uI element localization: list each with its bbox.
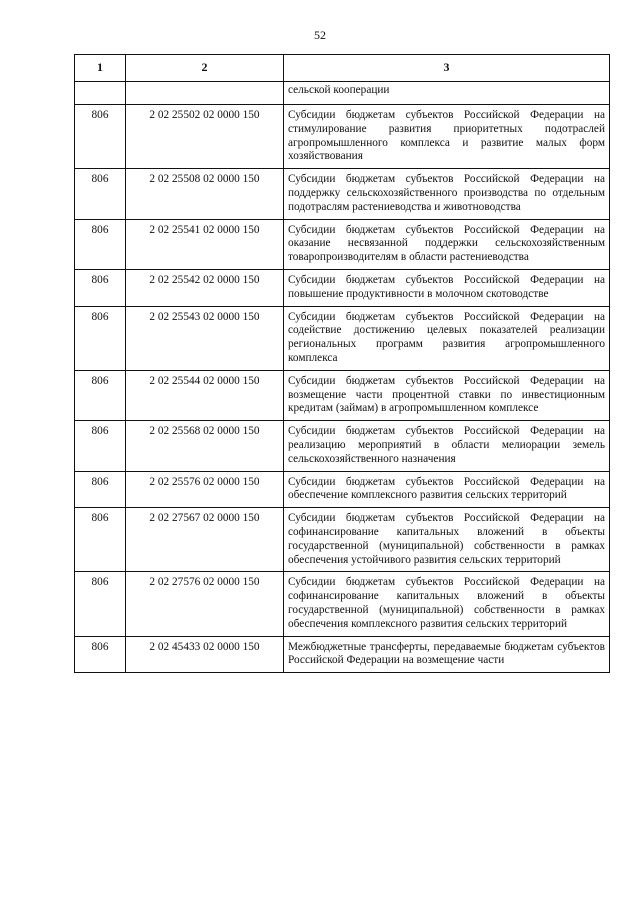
table-row — [75, 105, 610, 169]
description: Субсидии бюджетам субъектов Российской Федерации на содействие достижению целевых показателей реализации региональных программ развития агропромышленного комплекса — [284, 306, 610, 370]
budget-code: 2 02 25576 02 0000 150 — [126, 471, 284, 508]
description: Субсидии бюджетам субъектов Российской Федерации на реализацию мероприятий в области мелиорации земель сельскохозяйственного назначения — [284, 421, 610, 471]
column-header-3: 3 — [284, 55, 610, 82]
table-header-row — [75, 55, 610, 82]
description: Субсидии бюджетам субъектов Российской Федерации на оказание несвязанной поддержки сельскохозяйственным товаропроизводителям в области растениеводства — [284, 219, 610, 269]
continuation-cell-empty-2 — [126, 82, 284, 105]
admin-code: 806 — [75, 219, 126, 269]
description: Субсидии бюджетам субъектов Российской Федерации на возмещение части процентной ставки по инвестиционным кредитам (займам) в агропромышленном комплексе — [284, 370, 610, 420]
budget-code: 2 02 25544 02 0000 150 — [126, 370, 284, 420]
table-row — [75, 219, 610, 269]
admin-code: 806 — [75, 105, 126, 169]
budget-codes-table — [74, 54, 610, 673]
budget-code: 2 02 25508 02 0000 150 — [126, 169, 284, 219]
description: Субсидии бюджетам субъектов Российской Федерации на софинансирование капитальных вложений в объекты государственной (муниципальной) собственности в рамках обеспечения комплексного развития сельских территорий — [284, 572, 610, 636]
column-header-2: 2 — [126, 55, 284, 82]
budget-code: 2 02 45433 02 0000 150 — [126, 636, 284, 673]
admin-code: 806 — [75, 471, 126, 508]
table-row — [75, 471, 610, 508]
table-row — [75, 421, 610, 471]
table-row — [75, 636, 610, 673]
admin-code: 806 — [75, 169, 126, 219]
page-number: 52 — [314, 28, 326, 42]
description: Субсидии бюджетам субъектов Российской Федерации на поддержку сельскохозяйственного производства по отдельным подотраслям растениеводства и животноводства — [284, 169, 610, 219]
admin-code: 806 — [75, 306, 126, 370]
admin-code: 806 — [75, 508, 126, 572]
description: Субсидии бюджетам субъектов Российской Федерации на повышение продуктивности в молочном скотоводстве — [284, 269, 610, 306]
description: Субсидии бюджетам субъектов Российской Федерации на обеспечение комплексного развития сельских территорий — [284, 471, 610, 508]
budget-code: 2 02 27567 02 0000 150 — [126, 508, 284, 572]
budget-code: 2 02 25541 02 0000 150 — [126, 219, 284, 269]
column-header-1: 1 — [75, 55, 126, 82]
continuation-cell-empty-1 — [75, 82, 126, 105]
budget-code: 2 02 25542 02 0000 150 — [126, 269, 284, 306]
description: Межбюджетные трансферты, передаваемые бюджетам субъектов Российской Федерации на возмещение части — [284, 636, 610, 673]
table-row — [75, 508, 610, 572]
table-row — [75, 370, 610, 420]
description: Субсидии бюджетам субъектов Российской Федерации на стимулирование развития приоритетных подотраслей агропромышленного комплекса и развитие малых форм хозяйствования — [284, 105, 610, 169]
budget-code: 2 02 27576 02 0000 150 — [126, 572, 284, 636]
admin-code: 806 — [75, 370, 126, 420]
admin-code: 806 — [75, 421, 126, 471]
admin-code: 806 — [75, 572, 126, 636]
description: Субсидии бюджетам субъектов Российской Федерации на софинансирование капитальных вложений в объекты государственной (муниципальной) собственности в рамках обеспечения устойчивого развития сельских территорий — [284, 508, 610, 572]
admin-code: 806 — [75, 269, 126, 306]
admin-code: 806 — [75, 636, 126, 673]
table-row — [75, 306, 610, 370]
budget-code: 2 02 25543 02 0000 150 — [126, 306, 284, 370]
budget-code: 2 02 25568 02 0000 150 — [126, 421, 284, 471]
table-row — [75, 169, 610, 219]
continuation-text: сельской кооперации — [284, 82, 610, 105]
continuation-row — [75, 82, 610, 105]
table-row — [75, 572, 610, 636]
budget-code: 2 02 25502 02 0000 150 — [126, 105, 284, 169]
table-row — [75, 269, 610, 306]
